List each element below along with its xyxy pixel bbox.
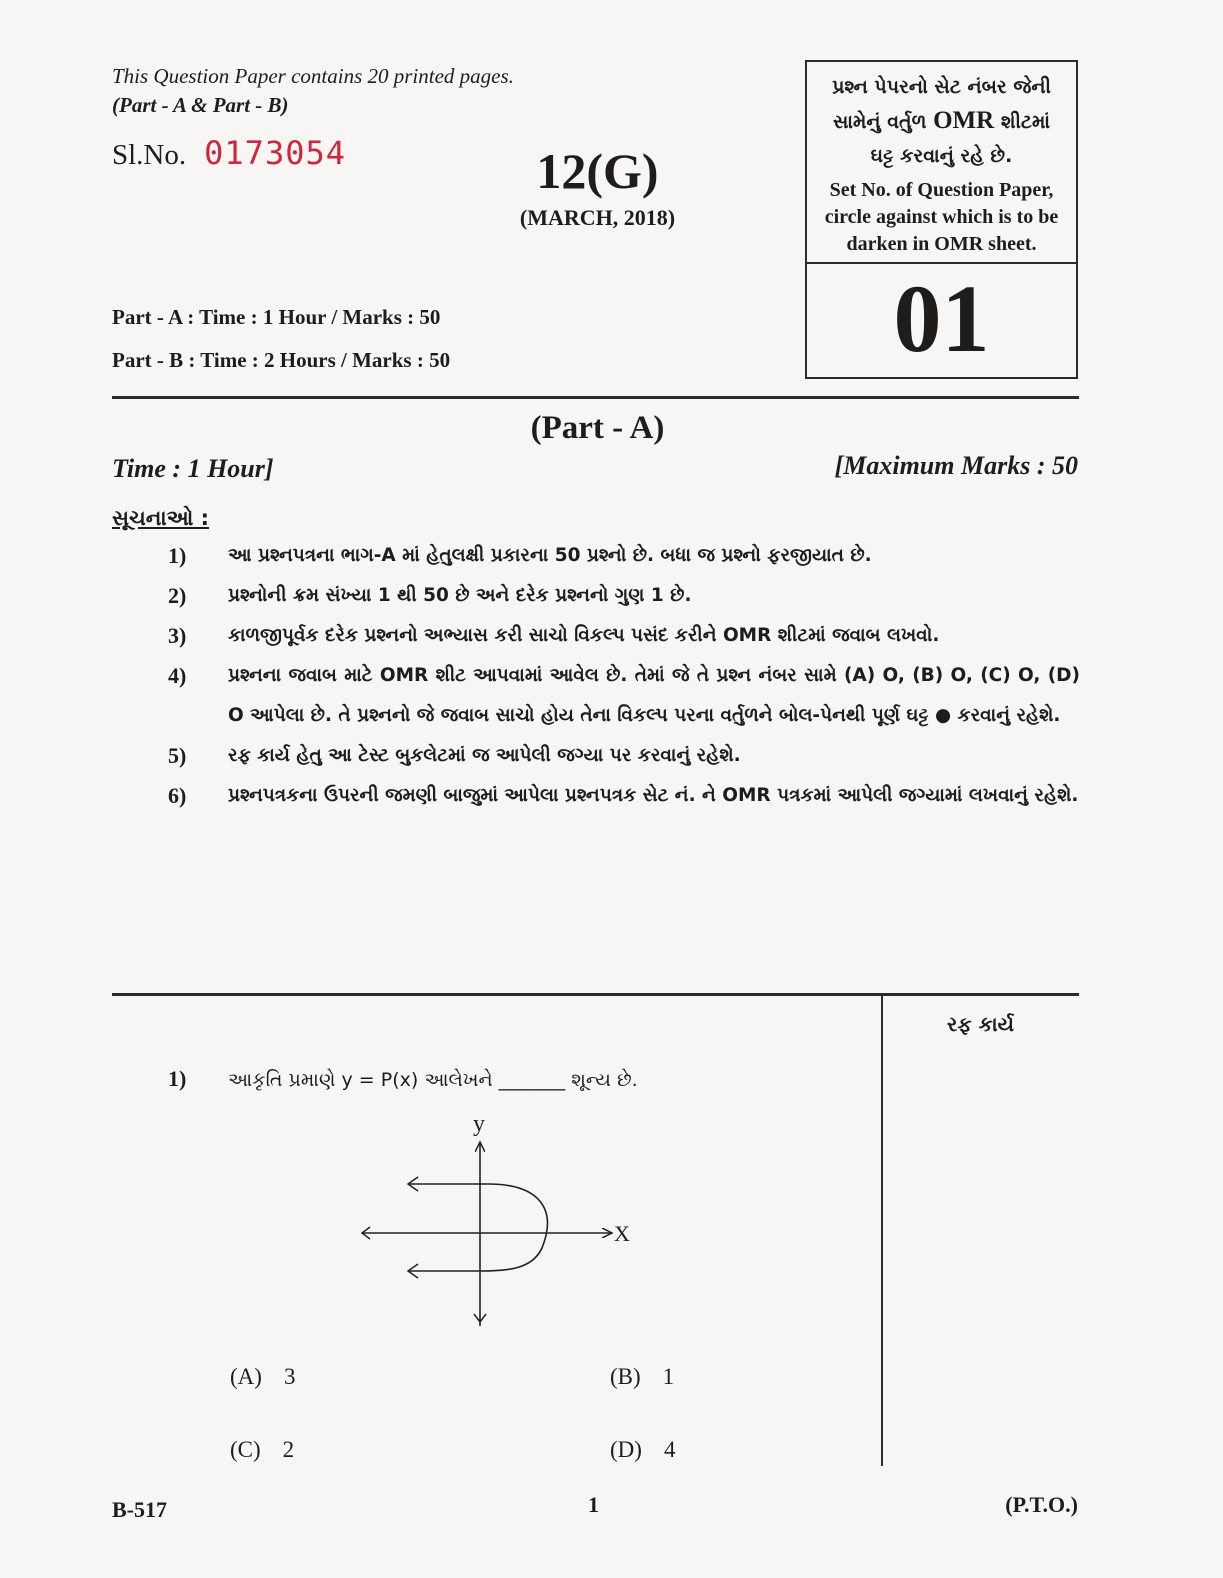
instruction-item [168, 576, 1080, 616]
questions-rule [112, 993, 1079, 996]
instruction-item [168, 656, 1080, 736]
graph-x-label: X [614, 1221, 630, 1246]
instructions-title: સૂચનાઓ : [112, 506, 210, 530]
pto-label: (P.T.O.) [1005, 1492, 1078, 1517]
instructions-list [168, 536, 1080, 816]
question-text: આકૃતિ પ્રમાણે y = P(x) આલેખને _______ શૂન્ય છે. [228, 1069, 638, 1091]
set-box-eng-line-3: darken in OMR sheet. [846, 233, 1037, 255]
question-number: 1) [168, 1066, 187, 1091]
section-max-marks: [Maximum Marks : 50 [834, 451, 1078, 480]
set-box-guj-line-2a: સામેનું વર્તુળ [832, 111, 927, 133]
option-label: (C) [230, 1437, 261, 1462]
instruction-item [168, 616, 1080, 656]
set-number: 01 [893, 265, 990, 372]
instruction-number: 1) [168, 543, 187, 568]
serial-label: Sl.No. [112, 139, 187, 171]
set-box-guj-line-2 [807, 104, 1076, 139]
intro-line-2: (Part - A & Part - B) [112, 93, 289, 117]
graph-curve [408, 1184, 547, 1271]
option-label: (A) [230, 1364, 262, 1389]
option-c [230, 1437, 294, 1463]
rough-work-divider [881, 996, 883, 1466]
option-label: (D) [610, 1437, 642, 1462]
instruction-item [168, 536, 1080, 576]
set-box-eng-line-2: circle against which is to be [824, 206, 1059, 228]
instruction-text: પ્રશ્નના જવાબ માટે OMR શીટ આપવામાં આવેલ છે. તેમાં જે તે પ્રશ્ન નંબર સામે (A) O, (B) O, (C) O, (D) O આપેલા છે. તે પ્રશ્નનો જે જવાબ સાચો હોય તેના વિકલ્પ પરના વર્તુળને બોલ-પેનથી પૂર્ણ ઘટ્ટ ● કરવાનું રહેશે. [228, 665, 1080, 726]
instruction-number: 3) [168, 623, 187, 648]
graph-y-label: y [473, 1111, 485, 1137]
paper-code: B-517 [112, 1497, 167, 1522]
set-number-box [805, 60, 1078, 379]
option-value: 2 [282, 1437, 295, 1462]
instruction-text: પ્રશ્નપત્રકના ઉપરની જમણી બાજુમાં આપેલા પ્રશ્નપત્રક સેટ નં. ને OMR પત્રકમાં આપેલી જગ્યામાં લખવાનું રહેશે. [228, 785, 1079, 806]
option-value: 4 [663, 1437, 676, 1462]
instruction-text: આ પ્રશ્નપત્રના ભાગ-A માં હેતુલક્ષી પ્રકારના 50 પ્રશ્નો છે. બધા જ પ્રશ્નો ફરજીયાત છે. [228, 545, 872, 566]
intro-line-1: This Question Paper contains 20 printed pages. [112, 64, 514, 88]
exam-month: (MARCH, 2018) [519, 205, 676, 230]
subject-code: 12(G) [536, 143, 659, 199]
header-rule [112, 396, 1079, 399]
set-box-eng-line-1: Set No. of Question Paper, [829, 179, 1054, 201]
section-time: Time : 1 Hour] [112, 454, 274, 483]
option-value: 1 [662, 1364, 675, 1389]
instruction-item [168, 736, 1080, 776]
rough-work-label: રફ કાર્ય [947, 1012, 1014, 1036]
set-box-guj-line-3: ઘટ્ટ કરવાનું રહે છે. [870, 145, 1013, 167]
instruction-number: 4) [168, 663, 187, 688]
option-a [230, 1364, 295, 1390]
option-b [610, 1364, 674, 1390]
instruction-text: કાળજીપૂર્વક દરેક પ્રશ્નનો અભ્યાસ કરી સાચો વિકલ્પ પસંદ કરીને OMR શીટમાં જવાબ લખવો. [228, 625, 940, 646]
instruction-text: પ્રશ્નોની ક્રમ સંખ્યા 1 થી 50 છે અને દરેક પ્રશ્નનો ગુણ 1 છે. [228, 585, 692, 606]
option-d [610, 1437, 675, 1463]
page-number: 1 [588, 1492, 599, 1517]
part-b-summary: Part - B : Time : 2 Hours / Marks : 50 [112, 348, 451, 372]
section-title: (Part - A) [530, 410, 665, 446]
instruction-text: રફ કાર્ય હેતુ આ ટેસ્ટ બુકલેટમાં જ આપેલી જગ્યા પર કરવાનું રહેશે. [228, 745, 741, 766]
set-box-guj-line-2c: શીટમાં [1000, 111, 1051, 133]
instruction-number: 2) [168, 583, 187, 608]
instruction-item [168, 776, 1080, 816]
paper-intro [112, 62, 514, 120]
parts-summary [112, 296, 450, 382]
serial-number [112, 134, 346, 172]
serial-value: 0173054 [204, 134, 346, 172]
instruction-number: 6) [168, 783, 187, 808]
question-1-graph [340, 1108, 660, 1333]
option-value: 3 [283, 1364, 296, 1389]
set-box-gujarati [807, 62, 1076, 173]
option-label: (B) [610, 1364, 641, 1389]
set-box-guj-line-1: પ્રશ્ન પેપરનો સેટ નંબર જેની [832, 76, 1051, 98]
part-a-summary: Part - A : Time : 1 Hour / Marks : 50 [112, 305, 441, 329]
question-1 [168, 1066, 638, 1092]
set-box-english [807, 177, 1076, 258]
instruction-number: 5) [168, 743, 187, 768]
set-box-guj-line-2b: OMR [933, 107, 995, 134]
